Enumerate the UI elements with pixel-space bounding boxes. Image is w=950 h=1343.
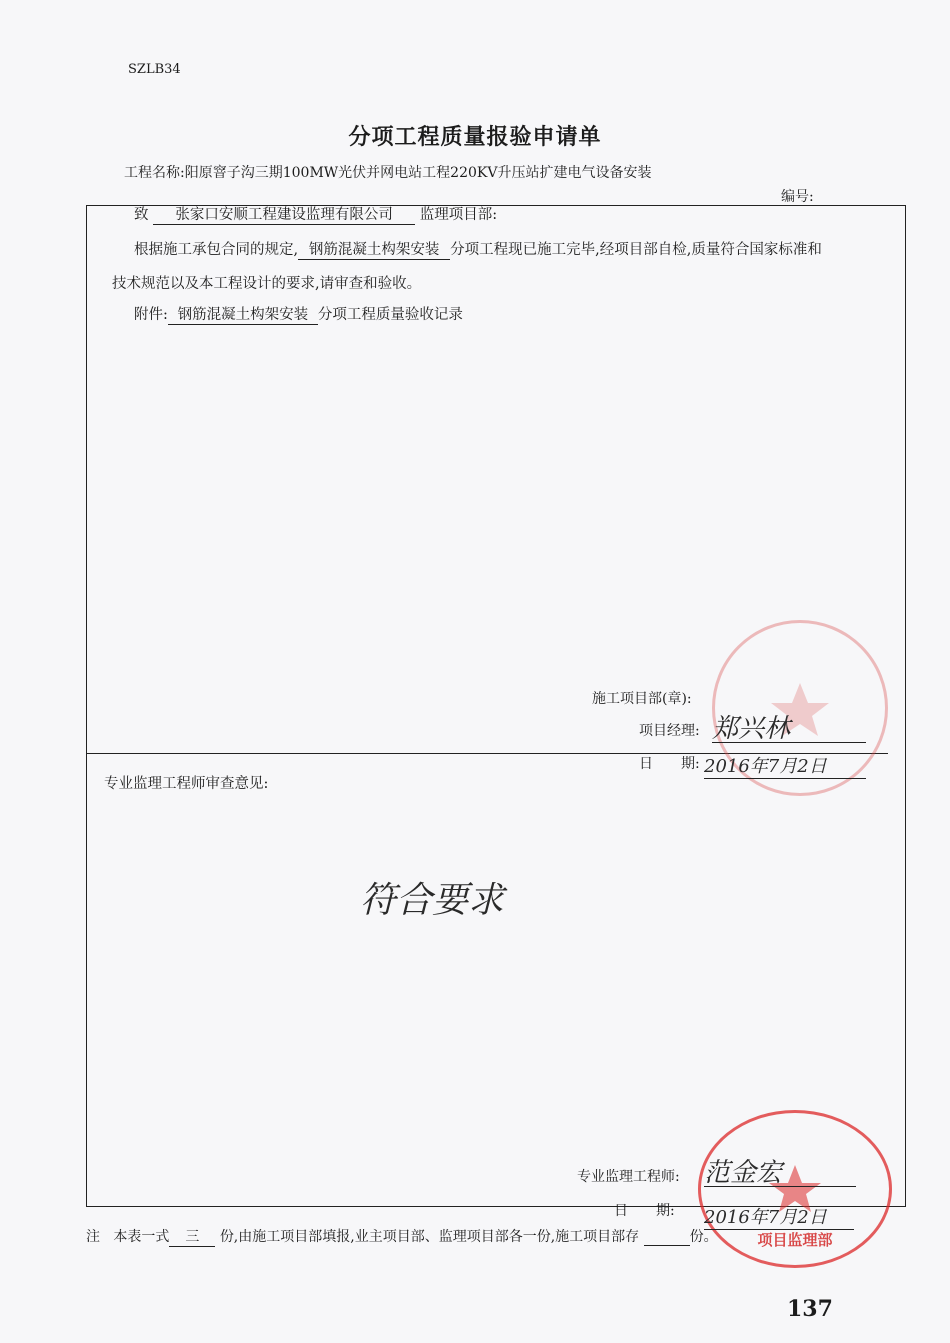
supervisor-engineer-signature: 范金宏: [704, 1152, 856, 1187]
supervisor-engineer-label: 专业监理工程师:: [577, 1169, 680, 1185]
form-code: SZLB34: [128, 62, 181, 77]
note-suffix: 份。: [689, 1229, 718, 1245]
note-label: 注: [86, 1229, 100, 1245]
attach-suffix: 分项工程质量验收记录: [317, 307, 463, 323]
contractor-dept-label: 施工项目部(章):: [592, 691, 692, 707]
review-opinion: 符合要求: [360, 880, 505, 921]
note-prefix: 本表一式: [113, 1229, 170, 1245]
number-label: 编号:: [781, 189, 814, 205]
contractor-date-value: 2016年7月2日: [704, 752, 866, 779]
note-copies: 三: [169, 1226, 215, 1247]
contractor-date-label: 日 期:: [639, 756, 700, 772]
supervisor-stamp: [698, 1110, 892, 1268]
document-title: 分项工程质量报验申请单: [348, 125, 602, 150]
para1-suffix: 分项工程现已施工完毕,经项目部自检,质量符合国家标准和: [450, 242, 822, 258]
review-date-label: 日 期:: [614, 1203, 675, 1219]
supervisor-stamp-text: 项目监理部: [757, 1231, 833, 1249]
note-contractor-copies: [644, 1229, 690, 1246]
supervisor-company: 张家口安顺工程建设监理有限公司: [153, 203, 415, 225]
review-heading: 专业监理工程师审查意见:: [104, 776, 269, 792]
project-name: 阳原窨子沟三期100MW光伏并网电站工程220KV升压站扩建电气设备安装: [184, 165, 652, 181]
project-manager-signature: 郑兴林: [712, 708, 866, 743]
page-number: 137: [787, 1296, 833, 1322]
project-manager-label: 项目经理:: [639, 723, 700, 739]
note-middle: 份,由施工项目部填报,业主项目部、监理项目部各一份,施工项目部存: [219, 1229, 640, 1245]
paragraph-line-1: [134, 238, 822, 260]
to-suffix: 监理项目部:: [419, 207, 498, 223]
project-name-label: 工程名称:: [124, 165, 185, 181]
to-prefix: 致: [134, 207, 149, 223]
paragraph-line-2: 技术规范以及本工程设计的要求,请审查和验收。: [112, 276, 422, 292]
attachment-line: [134, 303, 463, 325]
project-name-line: [124, 162, 651, 182]
attach-subitem: 钢筋混凝土构架安装: [168, 303, 318, 325]
para1-prefix: 根据施工承包合同的规定,: [134, 242, 299, 258]
attach-prefix: 附件:: [134, 307, 168, 323]
review-date-value: 2016年7月2日: [704, 1203, 854, 1230]
addressee-line: [134, 203, 497, 225]
subitem-name: 钢筋混凝土构架安装: [298, 238, 450, 260]
footer-note: [86, 1226, 718, 1247]
